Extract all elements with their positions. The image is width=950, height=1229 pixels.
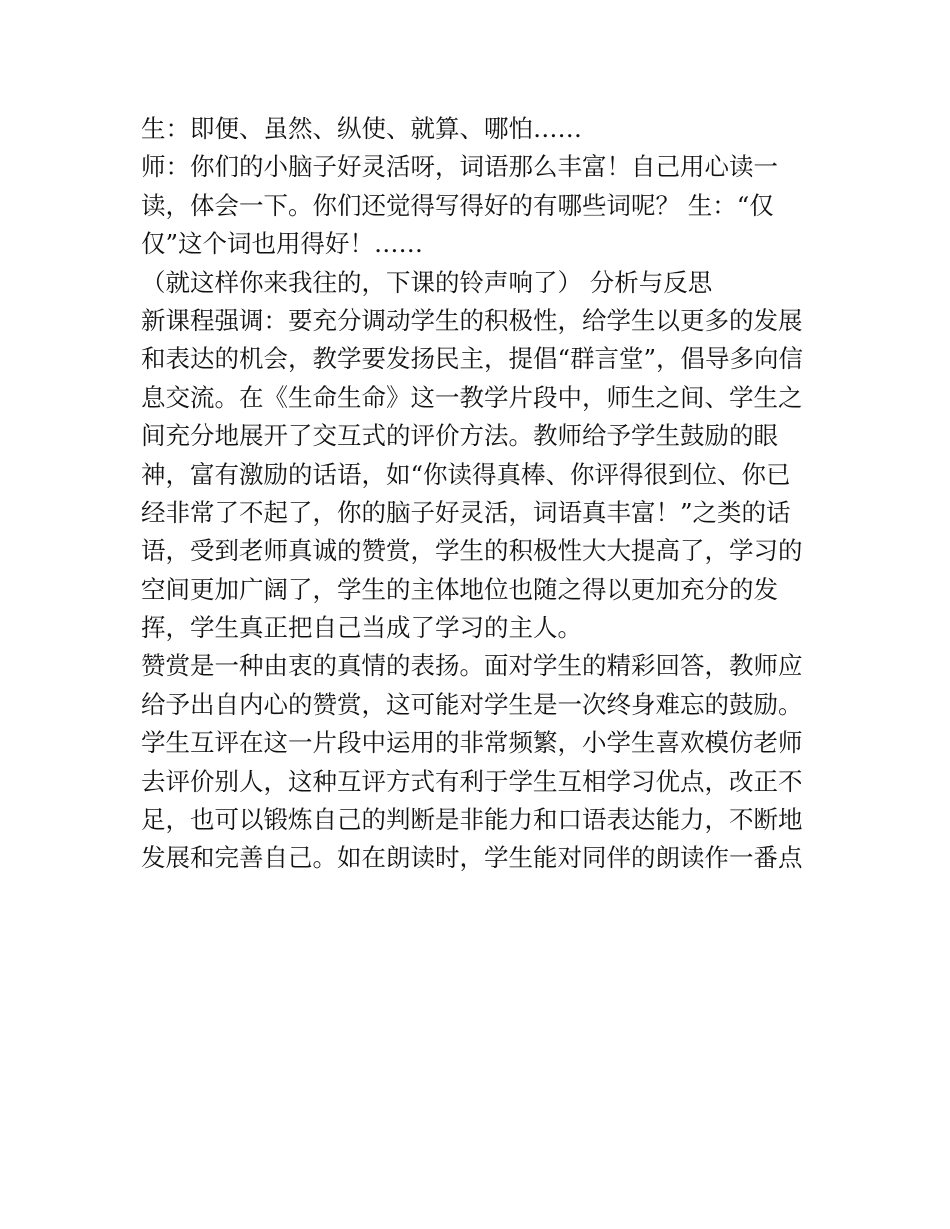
- text-line: 息交流。在《生命生命》这一教学片段中，师生之间、学生之: [141, 382, 803, 412]
- text-line: 足，也可以锻炼自己的判断是非能力和口语表达能力，不断地: [141, 805, 803, 835]
- text-line: 间充分地展开了交互式的评价方法。教师给予学生鼓励的眼: [141, 421, 778, 451]
- text-line: 新课程强调：要充分调动学生的积极性，给学生以更多的发展: [141, 305, 803, 335]
- text-line: 空间更加广阔了，学生的主体地位也随之得以更加充分的发: [141, 574, 778, 604]
- text-line: 生：即便、虽然、纵使、就算、哪怕……: [141, 114, 582, 143]
- text-line: 挥，学生真正把自己当成了学习的主人。: [141, 613, 582, 643]
- text-line: 读，体会一下。你们还觉得写得好的有哪些词呢？ 生：“仅: [141, 190, 774, 220]
- text-line: 赞赏是一种由衷的真情的表扬。面对学生的精彩回答，教师应: [141, 651, 803, 681]
- text-line: 仅”这个词也用得好！……: [141, 229, 424, 259]
- text-line: 去评价别人，这种互评方式有利于学生互相学习优点，改正不: [141, 766, 803, 796]
- text-line: 师：你们的小脑子好灵活呀，词语那么丰富！自己用心读一: [141, 152, 778, 182]
- document-body: [141, 110, 813, 878]
- text-line: 经非常了不起了，你的脑子好灵活，词语真丰富！”之类的话: [141, 497, 791, 527]
- text-line: 神，富有激励的话语，如“你读得真棒、你评得很到位、你已: [141, 459, 791, 489]
- text-line: 学生互评在这一片段中运用的非常频繁，小学生喜欢模仿老师: [141, 728, 803, 758]
- text-line: 发展和完善自己。如在朗读时，学生能对同伴的朗读作一番点: [141, 843, 803, 873]
- text-line: 语，受到老师真诚的赞赏，学生的积极性大大提高了，学习的: [141, 536, 803, 566]
- text-line: 给予出自内心的赞赏，这可能对学生是一次终身难忘的鼓励。: [141, 689, 803, 719]
- text-line: 和表达的机会，教学要发扬民主，提倡“群言堂”，倡导多向信: [141, 344, 804, 374]
- text-line: （就这样你来我往的，下课的铃声响了） 分析与反思: [141, 267, 713, 297]
